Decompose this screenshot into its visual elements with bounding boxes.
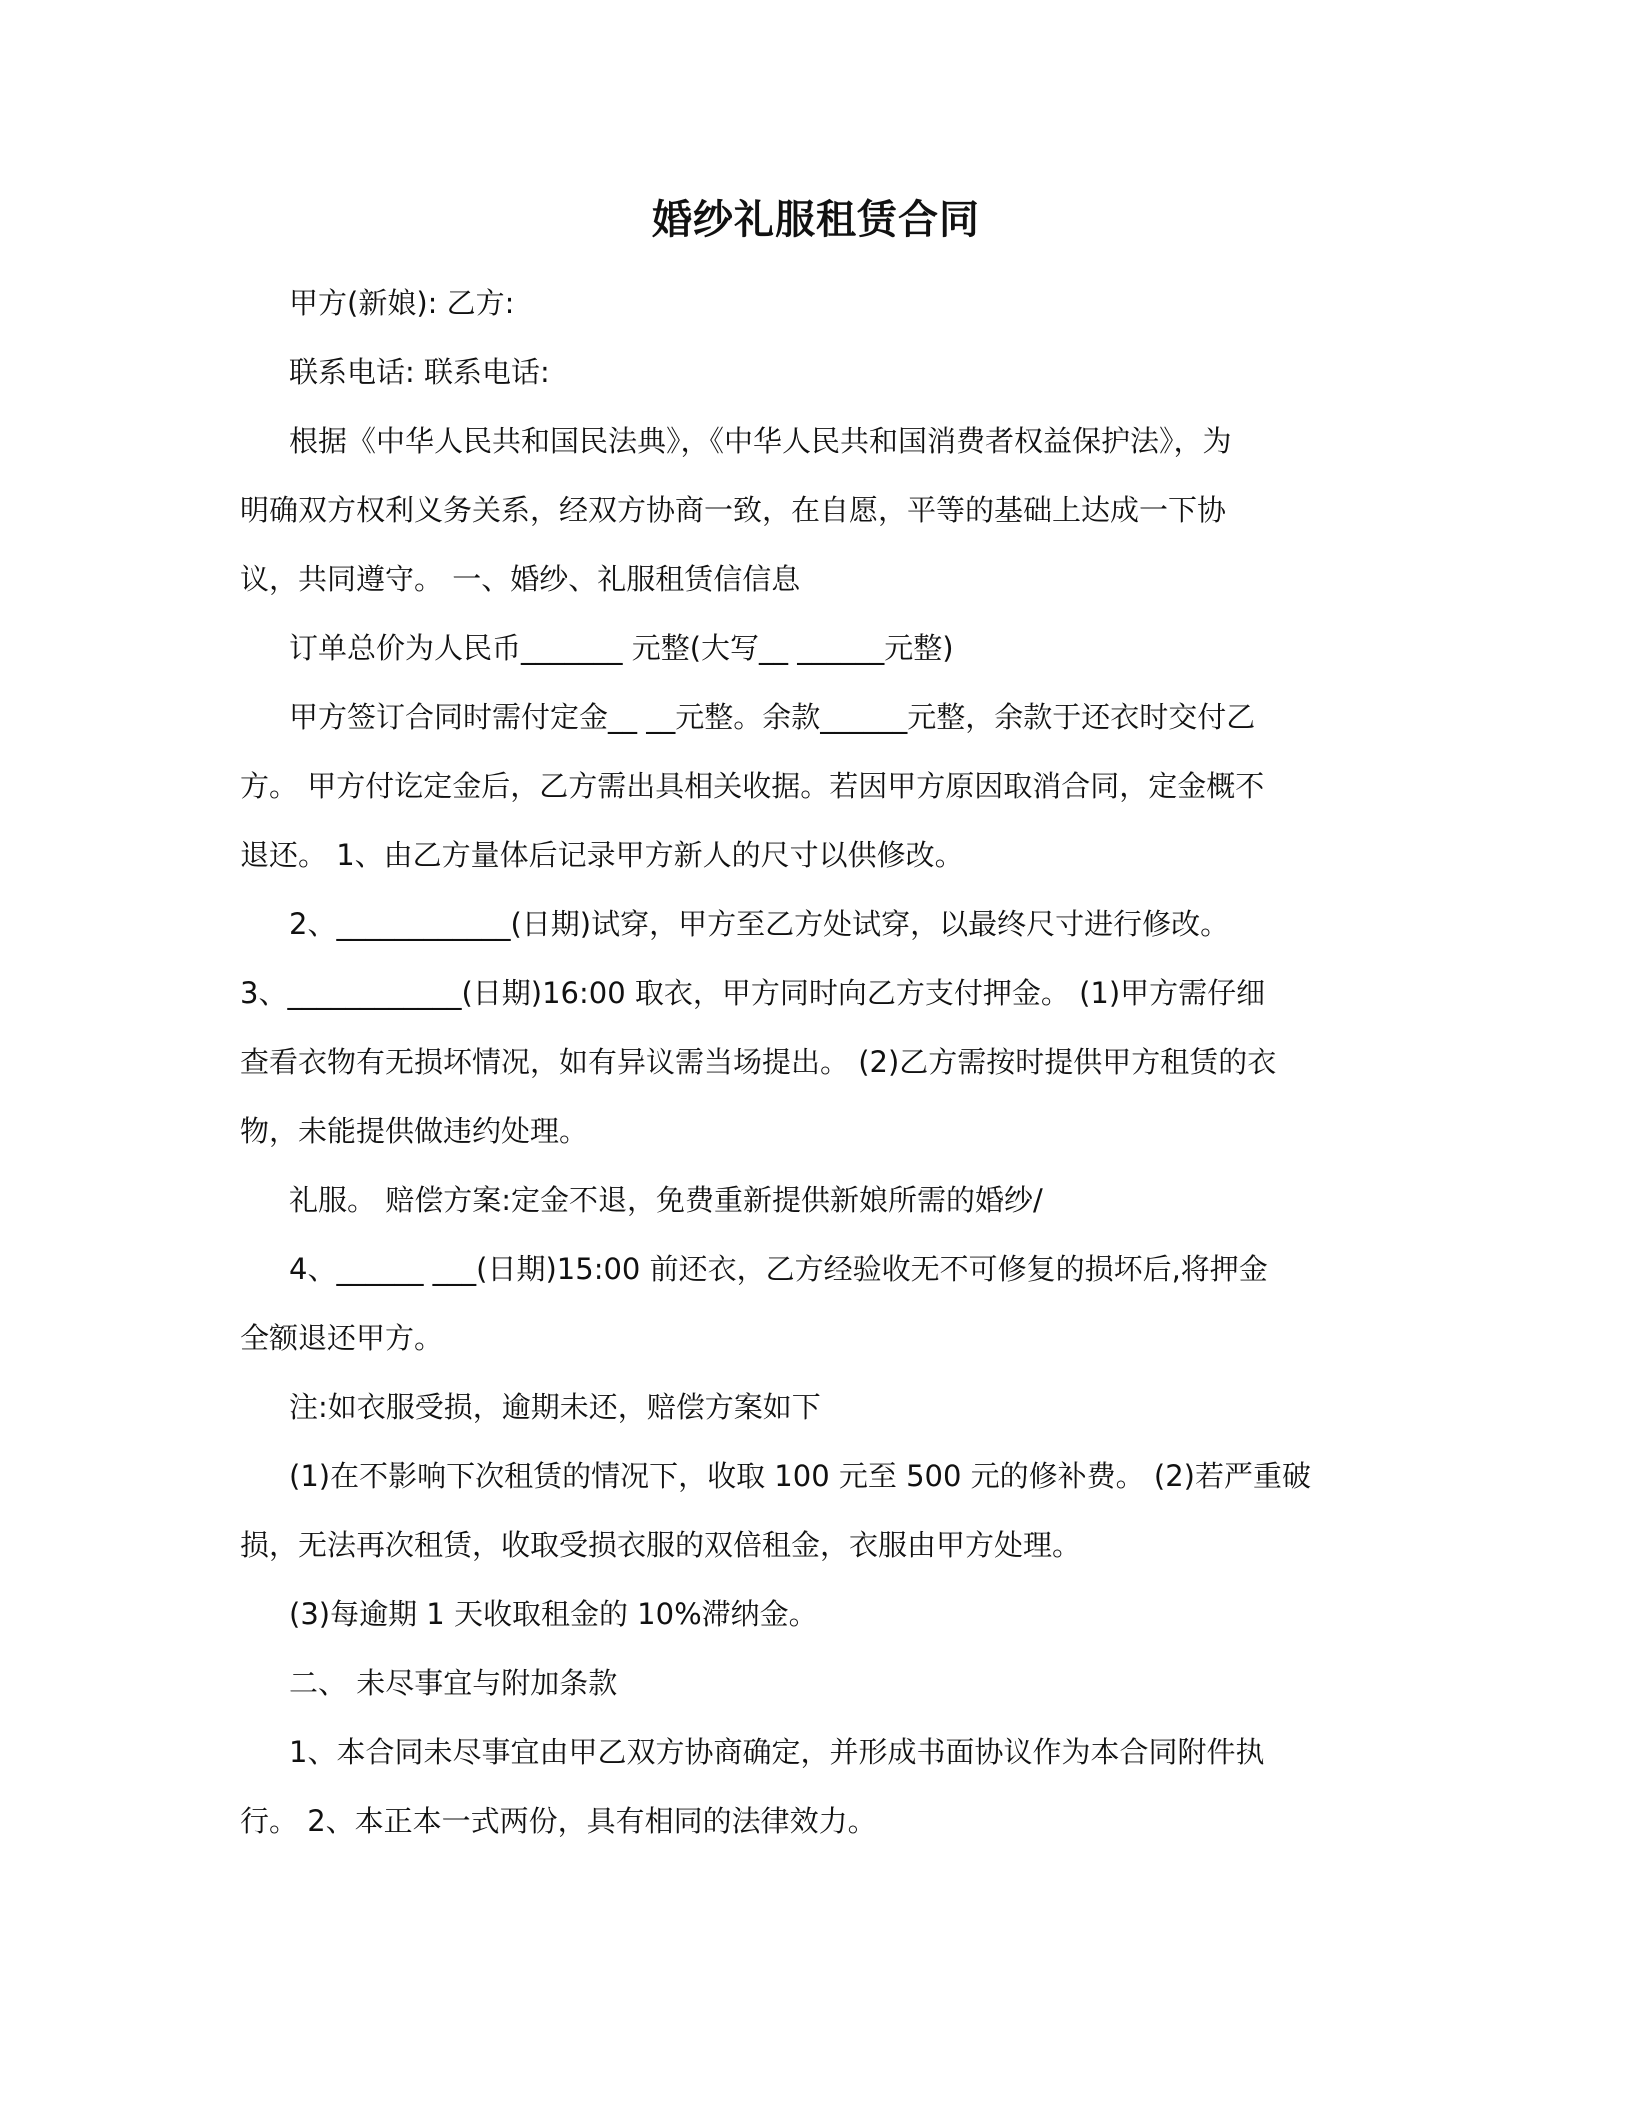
paragraph-line: 全额退还甲方。	[240, 1321, 444, 1355]
note-line: 注:如衣服受损，逾期未还，赔偿方案如下	[289, 1390, 821, 1424]
document-title: 婚纱礼服租赁合同	[652, 197, 980, 243]
party-line: 甲方(新娘): 乙方:	[289, 286, 515, 320]
paragraph-line: 损，无法再次租赁，收取受损衣服的双倍租金，衣服由甲方处理。	[240, 1528, 1082, 1562]
paragraph-line: 根据《中华人民共和国民法典》，《中华人民共和国消费者权益保护法》，为	[289, 424, 1232, 458]
paragraph-line: 物，未能提供做违约处理。	[240, 1114, 589, 1148]
compensation-line: 礼服。 赔偿方案:定金不退，免费重新提供新娘所需的婚纱/	[289, 1183, 1043, 1217]
paragraph-line: 议，共同遵守。 一、婚纱、礼服租赁信信息	[240, 562, 801, 596]
paragraph-line: 明确双方权利义务关系，经双方协商一致，在自愿，平等的基础上达成一下协	[240, 493, 1227, 527]
late-fee-line: (3)每逾期 1 天收取租金的 10%滞纳金。	[289, 1597, 818, 1631]
section-heading: 二、 未尽事宜与附加条款	[289, 1666, 618, 1700]
item-line: 3、____________(日期)16:00 取衣，甲方同时向乙方支付押金。 (1)甲方需仔细	[240, 976, 1266, 1010]
paragraph-line: 方。 甲方付讫定金后，乙方需出具相关收据。若因甲方原因取消合同，定金概不	[240, 769, 1265, 803]
deposit-line: 甲方签订合同时需付定金__ __元整。余款______元整，余款于还衣时交付乙	[289, 700, 1256, 734]
paragraph-line: 退还。 1、由乙方量体后记录甲方新人的尺寸以供修改。	[240, 838, 964, 872]
phone-line: 联系电话: 联系电话:	[289, 355, 550, 389]
clause-line: 1、本合同未尽事宜由甲乙双方协商确定，并形成书面协议作为本合同附件执	[289, 1735, 1265, 1769]
clause-line: 行。 2、本正本一式两份，具有相同的法律效力。	[240, 1804, 877, 1838]
paragraph-line: 查看衣物有无损坏情况，如有异议需当场提出。 (2)乙方需按时提供甲方租赁的衣	[240, 1045, 1277, 1079]
item-line: 4、______ ___(日期)15:00 前还衣，乙方经验收无不可修复的损坏后,将押金	[289, 1252, 1268, 1286]
price-line: 订单总价为人民币_______ 元整(大写__ ______元整)	[289, 631, 954, 665]
item-line: 2、____________(日期)试穿，甲方至乙方处试穿，以最终尺寸进行修改。	[289, 907, 1230, 941]
penalty-line: (1)在不影响下次租赁的情况下，收取 100 元至 500 元的修补费。 (2)若严重破	[289, 1459, 1311, 1493]
